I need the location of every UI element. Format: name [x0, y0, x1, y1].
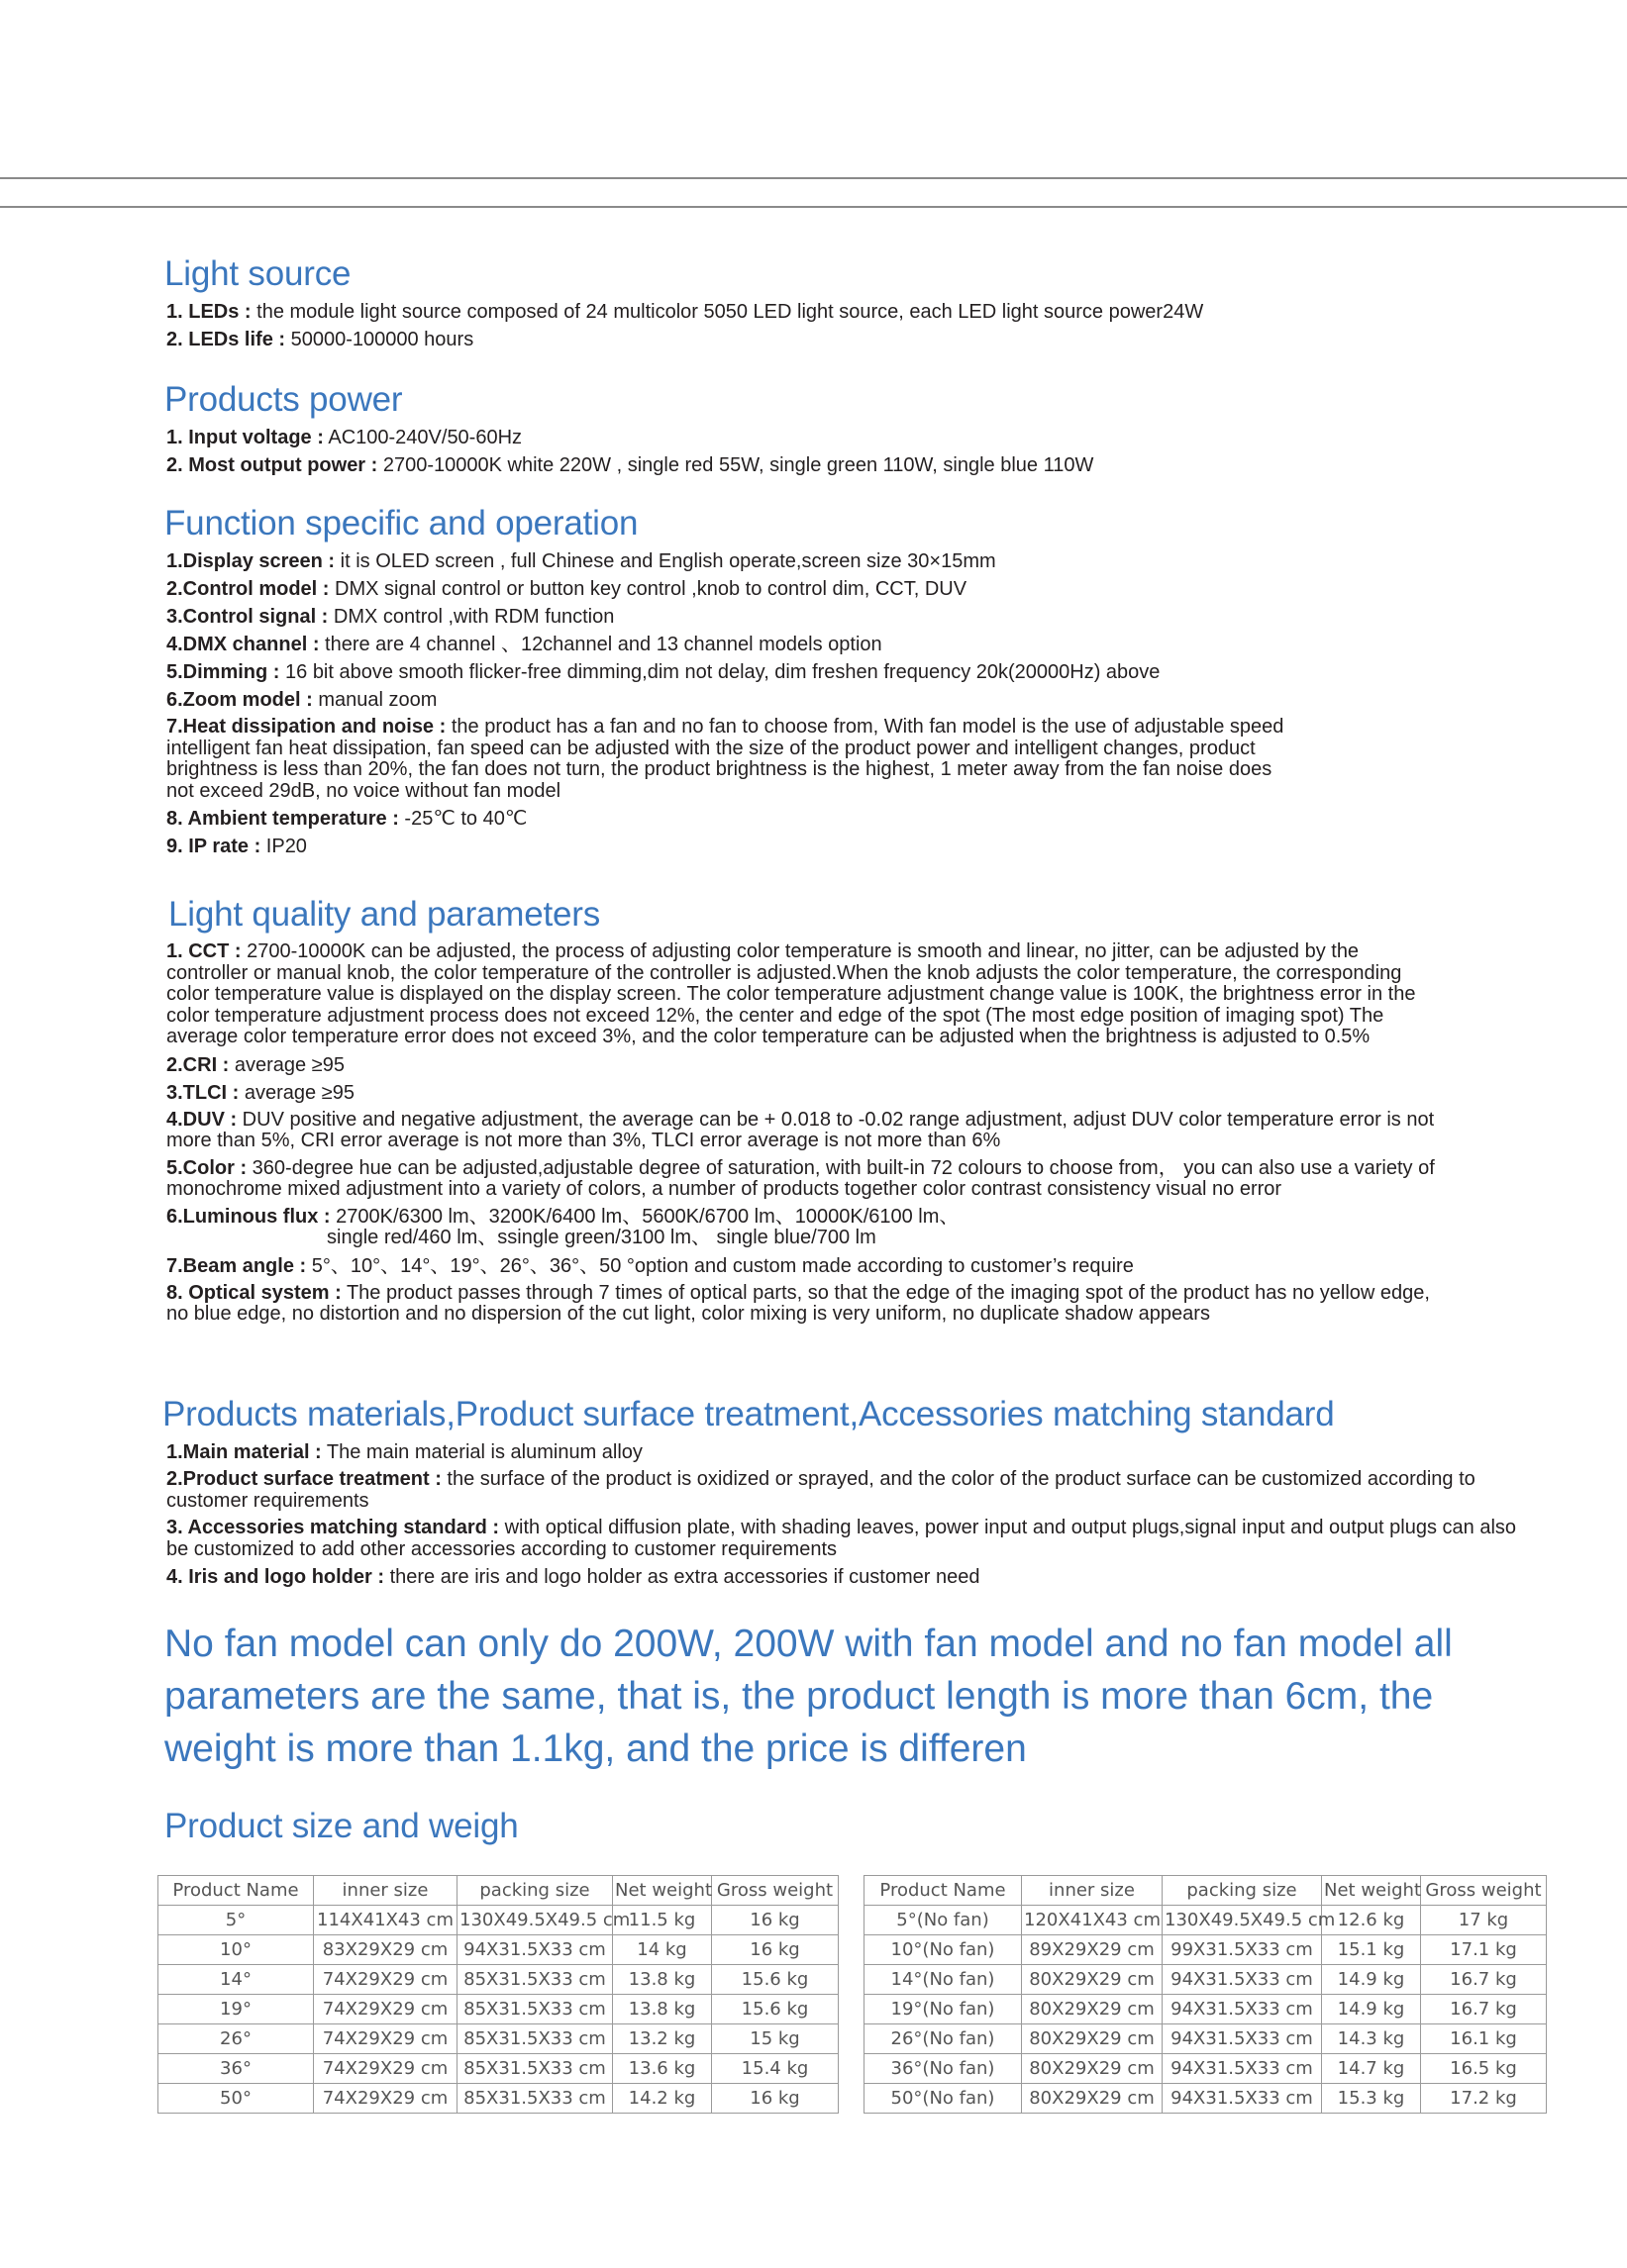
list-item	[166, 661, 1303, 683]
list-item	[166, 941, 1442, 1048]
cell-inner-size: 80X29X29 cm	[1022, 2084, 1163, 2114]
item-label: 8. Optical system :	[166, 1281, 342, 1304]
item-text: DMX control ,with RDM function	[328, 606, 615, 628]
cell-gross-weight: 16.5 kg	[1421, 2054, 1547, 2084]
cell-product-name: 19°(No fan)	[864, 1995, 1022, 2024]
item-text: 5°、10°、14°、19°、26°、36°、50 °option and custom made according to customer’s require	[306, 1254, 1134, 1277]
table-row	[864, 2054, 1547, 2084]
cell-gross-weight: 15.4 kg	[712, 2054, 839, 2084]
cell-gross-weight: 17 kg	[1421, 1906, 1547, 1935]
cell-packing-size: 130X49.5X49.5 cm	[458, 1906, 613, 1935]
cell-net-weight: 14.2 kg	[613, 2084, 712, 2114]
header-rule-top	[0, 177, 1627, 179]
cell-inner-size: 74X29X29 cm	[314, 2084, 458, 2114]
table-row	[864, 2084, 1547, 2114]
list-item	[166, 1255, 1442, 1277]
cell-packing-size: 85X31.5X33 cm	[458, 2054, 613, 2084]
cell-product-name: 50°(No fan)	[864, 2084, 1022, 2114]
cell-net-weight: 14.7 kg	[1322, 2054, 1421, 2084]
cell-product-name: 14°(No fan)	[864, 1965, 1022, 1995]
list-item	[166, 1283, 1442, 1326]
cell-gross-weight: 16 kg	[712, 1935, 839, 1965]
item-label: 3.TLCI :	[166, 1081, 240, 1104]
cell-product-name: 10°(No fan)	[864, 1935, 1022, 1965]
cell-inner-size: 80X29X29 cm	[1022, 1965, 1163, 1995]
item-label: 6.Luminous flux :	[166, 1205, 331, 1228]
cell-net-weight: 13.8 kg	[613, 1965, 712, 1995]
cell-inner-size: 80X29X29 cm	[1022, 2054, 1163, 2084]
cell-inner-size: 74X29X29 cm	[314, 1995, 458, 2024]
cell-product-name: 19°	[158, 1995, 314, 2024]
cell-gross-weight: 16.7 kg	[1421, 1965, 1547, 1995]
table-row	[864, 1995, 1547, 2024]
table-row	[158, 1935, 839, 1965]
list-item	[166, 454, 1511, 476]
item-text: 360-degree hue can be adjusted,adjustable degree of saturation, with built-in 72 colours to choose from， you can also use a variety of monochrome mixed adjustment into a variety of colors, a number of products together color contrast consistency visual no error	[166, 1156, 1435, 1201]
list-item	[166, 550, 1303, 572]
cell-net-weight: 13.8 kg	[613, 1995, 712, 2024]
item-text: 2700-10000K can be adjusted, the process of adjusting color temperature is smooth and linear, no jitter, can be adjusted by the controller or manual knob, the color temperature of the controller is adjusted.When the knob adjusts the color temperature, the corresponding color temperature value is displayed on the display screen. The color temperature adjustment change value is 100K, the brightness error in the color temperature adjustment process does not exceed 12%, the center and edge of the spot (The most edge position of imaging spot) The average color temperature error does not exceed 3%, and the color temperature can be adjusted when the brightness is adjusted to 0.5%	[166, 940, 1416, 1048]
item-text: The product passes through 7 times of optical parts, so that the edge of the imaging spot of the product has no yellow edge, no blue edge, no distortion and no dispersion of the cut light, color mixing is very uniform, no duplicate shadow appears	[166, 1281, 1430, 1326]
item-text: average ≥95	[239, 1081, 355, 1104]
list-item	[166, 427, 1511, 448]
cell-gross-weight: 17.2 kg	[1421, 2084, 1547, 2114]
cell-inner-size: 120X41X43 cm	[1022, 1906, 1163, 1935]
header-gross-weight: Gross weight	[712, 1876, 839, 1906]
list-item	[166, 1158, 1442, 1201]
size-table-no-fan	[864, 1875, 1547, 2114]
section-title: Light quality and parameters	[168, 895, 601, 934]
header-net-weight: Net weight	[613, 1876, 712, 1906]
section-function	[164, 503, 1303, 863]
item-label: 1. Input voltage :	[166, 427, 324, 448]
cell-packing-size: 94X31.5X33 cm	[458, 1935, 613, 1965]
section-materials	[164, 1394, 1521, 1594]
list-item	[166, 1110, 1442, 1152]
item-text: there are iris and logo holder as extra accessories if customer need	[384, 1566, 980, 1588]
item-label: 4.DMX channel :	[166, 634, 320, 655]
section-title: Function specific and operation	[164, 504, 639, 542]
item-text: The main material is aluminum alloy	[321, 1441, 643, 1463]
cell-inner-size: 74X29X29 cm	[314, 1965, 458, 1995]
item-label: 4.DUV :	[166, 1108, 238, 1131]
item-label: 4. Iris and logo holder :	[166, 1566, 385, 1588]
table-row	[158, 2024, 839, 2054]
cell-packing-size: 94X31.5X33 cm	[1163, 2054, 1322, 2084]
cell-packing-size: 99X31.5X33 cm	[1163, 1935, 1322, 1965]
item-text: it is OLED screen , full Chinese and English operate,screen size 30×15mm	[335, 550, 996, 572]
section-light-quality	[164, 894, 1442, 1331]
cell-inner-size: 80X29X29 cm	[1022, 1995, 1163, 2024]
table-row	[864, 2024, 1547, 2054]
item-text: 2700-10000K white 220W , single red 55W, single green 110W, single blue 110W	[377, 454, 1094, 476]
item-text: the surface of the product is oxidized or sprayed, and the color of the product surface can be customized according to customer requirements	[166, 1468, 1475, 1512]
item-label: 7.Beam angle :	[166, 1254, 307, 1277]
cell-net-weight: 14.9 kg	[1322, 1995, 1421, 2024]
cell-gross-weight: 15 kg	[712, 2024, 839, 2054]
section-title: Light source	[164, 254, 352, 293]
cell-gross-weight: 17.1 kg	[1421, 1935, 1547, 1965]
item-text: DMX signal control or button key control ,knob to control dim, CCT, DUV	[329, 578, 967, 600]
list-item	[166, 634, 1303, 655]
item-text: the product has a fan and no fan to choose from, With fan model is the use of adjustable speed intelligent fan heat dissipation, fan speed can be adjusted with the size of the product power and intelligent changes, product brightness is less than 20%, the fan does not turn, the product brightness is the highest, 1 meter away from the fan noise does not exceed 29dB, no voice without fan model	[166, 716, 1284, 802]
list-item	[166, 1566, 1521, 1588]
item-label: 2. LEDs life :	[166, 329, 286, 350]
cell-inner-size: 114X41X43 cm	[314, 1906, 458, 1935]
item-label: 8. Ambient temperature :	[166, 808, 399, 830]
header-net-weight: Net weight	[1322, 1876, 1421, 1906]
cell-packing-size: 130X49.5X49.5 cm	[1163, 1906, 1322, 1935]
section-title: Products materials,Product surface treatment,Accessories matching standard	[162, 1395, 1335, 1433]
item-label: 5.Color :	[166, 1156, 248, 1179]
item-text: DUV positive and negative adjustment, the average can be + 0.018 to -0.02 range adjustment, adjust DUV color temperature error is not more than 5%, CRI error average is not more than 3%, TLCI error average is not more than 6%	[166, 1108, 1435, 1152]
list-item	[166, 1518, 1521, 1560]
item-text: 50000-100000 hours	[285, 329, 474, 350]
cell-net-weight: 11.5 kg	[613, 1906, 712, 1935]
cell-inner-size: 74X29X29 cm	[314, 2054, 458, 2084]
cell-packing-size: 94X31.5X33 cm	[1163, 1965, 1322, 1995]
cell-gross-weight: 16 kg	[712, 2084, 839, 2114]
section-products-power	[164, 379, 1511, 482]
cell-gross-weight: 15.6 kg	[712, 1965, 839, 1995]
list-item	[166, 836, 1303, 857]
item-text: AC100-240V/50-60Hz	[323, 427, 523, 448]
table-row	[864, 1965, 1547, 1995]
table-row	[158, 1995, 839, 2024]
cell-product-name: 50°	[158, 2084, 314, 2114]
cell-net-weight: 13.6 kg	[613, 2054, 712, 2084]
item-label: 2.Product surface treatment :	[166, 1468, 442, 1490]
table-row	[158, 2054, 839, 2084]
cell-packing-size: 85X31.5X33 cm	[458, 2024, 613, 2054]
table-row	[158, 1965, 839, 1995]
item-label: 5.Dimming :	[166, 661, 280, 683]
item-label: 2. Most output power :	[166, 454, 378, 476]
notice-text: No fan model can only do 200W, 200W with fan model and no fan model all parameters are the same, that is, the product length is more than 6cm, the weight is more than 1.1kg, and the price is differen	[164, 1623, 1453, 1770]
cell-product-name: 36°	[158, 2054, 314, 2084]
cell-net-weight: 14.3 kg	[1322, 2024, 1421, 2054]
list-item	[166, 1441, 1521, 1463]
item-text: manual zoom	[312, 689, 438, 711]
item-label: 1. CCT :	[166, 940, 242, 962]
list-item	[166, 808, 1303, 830]
list-item	[166, 1054, 1442, 1076]
section-title: Products power	[164, 380, 403, 419]
cell-gross-weight: 16.1 kg	[1421, 2024, 1547, 2054]
header-inner-size: inner size	[1022, 1876, 1163, 1906]
list-item	[166, 1207, 1442, 1249]
cell-net-weight: 12.6 kg	[1322, 1906, 1421, 1935]
cell-gross-weight: 16.7 kg	[1421, 1995, 1547, 2024]
cell-net-weight: 15.1 kg	[1322, 1935, 1421, 1965]
cell-packing-size: 94X31.5X33 cm	[1163, 1995, 1322, 2024]
cell-product-name: 10°	[158, 1935, 314, 1965]
cell-product-name: 14°	[158, 1965, 314, 1995]
cell-product-name: 5°	[158, 1906, 314, 1935]
item-label: 1. LEDs :	[166, 301, 252, 323]
cell-net-weight: 14.9 kg	[1322, 1965, 1421, 1995]
item-text: IP20	[260, 836, 307, 857]
item-text: 16 bit above smooth flicker-free dimming,dim not delay, dim freshen frequency 20k(20000Hz) above	[279, 661, 1161, 683]
table-header-row	[158, 1876, 839, 1906]
header-product-name: Product Name	[158, 1876, 314, 1906]
section-light-source	[164, 253, 1511, 356]
cell-inner-size: 74X29X29 cm	[314, 2024, 458, 2054]
item-text: the module light source composed of 24 multicolor 5050 LED light source, each LED light source power24W	[251, 301, 1204, 323]
list-item	[166, 717, 1303, 802]
item-label: 2.Control model :	[166, 578, 330, 600]
list-item	[166, 606, 1303, 628]
header-packing-size: packing size	[1163, 1876, 1322, 1906]
item-label: 6.Zoom model :	[166, 689, 313, 711]
cell-packing-size: 85X31.5X33 cm	[458, 1965, 613, 1995]
list-item	[166, 689, 1303, 711]
cell-packing-size: 85X31.5X33 cm	[458, 2084, 613, 2114]
item-label: 1.Main material :	[166, 1441, 322, 1463]
cell-packing-size: 94X31.5X33 cm	[1163, 2024, 1322, 2054]
list-item	[166, 301, 1511, 323]
size-table-fan	[157, 1875, 839, 2114]
item-label: 1.Display screen :	[166, 550, 336, 572]
section-product-size	[164, 1806, 1511, 1853]
table-header-row	[864, 1876, 1547, 1906]
item-text: with optical diffusion plate, with shading leaves, power input and output plugs,signal input and output plugs can also be customized to add other accessories according to customer requirements	[166, 1517, 1517, 1560]
cell-gross-weight: 16 kg	[712, 1906, 839, 1935]
cell-inner-size: 83X29X29 cm	[314, 1935, 458, 1965]
item-text: average ≥95	[229, 1053, 345, 1076]
section-title: Product size and weigh	[164, 1807, 519, 1845]
table-row	[864, 1935, 1547, 1965]
header-packing-size: packing size	[458, 1876, 613, 1906]
list-item	[166, 578, 1303, 600]
cell-gross-weight: 15.6 kg	[712, 1995, 839, 2024]
list-item	[166, 1469, 1521, 1512]
cell-inner-size: 89X29X29 cm	[1022, 1935, 1163, 1965]
header-inner-size: inner size	[314, 1876, 458, 1906]
cell-product-name: 26°	[158, 2024, 314, 2054]
list-item	[166, 1082, 1442, 1104]
item-label: 3.Control signal :	[166, 606, 329, 628]
table-row	[158, 2084, 839, 2114]
item-text: -25℃ to 40℃	[398, 808, 528, 830]
item-label: 9. IP rate :	[166, 836, 261, 857]
item-text-continued: single red/460 lm、ssingle green/3100 lm、 single blue/700 lm	[327, 1227, 876, 1249]
cell-packing-size: 85X31.5X33 cm	[458, 1995, 613, 2024]
item-label: 2.CRI :	[166, 1053, 230, 1076]
cell-packing-size: 94X31.5X33 cm	[1163, 2084, 1322, 2114]
table-row	[158, 1906, 839, 1935]
header-product-name: Product Name	[864, 1876, 1022, 1906]
cell-product-name: 5°(No fan)	[864, 1906, 1022, 1935]
header-gross-weight: Gross weight	[1421, 1876, 1547, 1906]
cell-net-weight: 14 kg	[613, 1935, 712, 1965]
table-row	[864, 1906, 1547, 1935]
cell-net-weight: 13.2 kg	[613, 2024, 712, 2054]
cell-net-weight: 15.3 kg	[1322, 2084, 1421, 2114]
cell-product-name: 26°(No fan)	[864, 2024, 1022, 2054]
item-text: there are 4 channel 、12channel and 13 channel models option	[319, 634, 882, 655]
item-text: 2700K/6300 lm、3200K/6400 lm、5600K/6700 lm、10000K/6100 lm、	[330, 1205, 960, 1228]
list-item	[166, 329, 1511, 350]
header-rule-bottom	[0, 206, 1627, 208]
cell-product-name: 36°(No fan)	[864, 2054, 1022, 2084]
cell-inner-size: 80X29X29 cm	[1022, 2024, 1163, 2054]
item-label: 3. Accessories matching standard :	[166, 1517, 500, 1538]
item-label: 7.Heat dissipation and noise :	[166, 716, 447, 738]
